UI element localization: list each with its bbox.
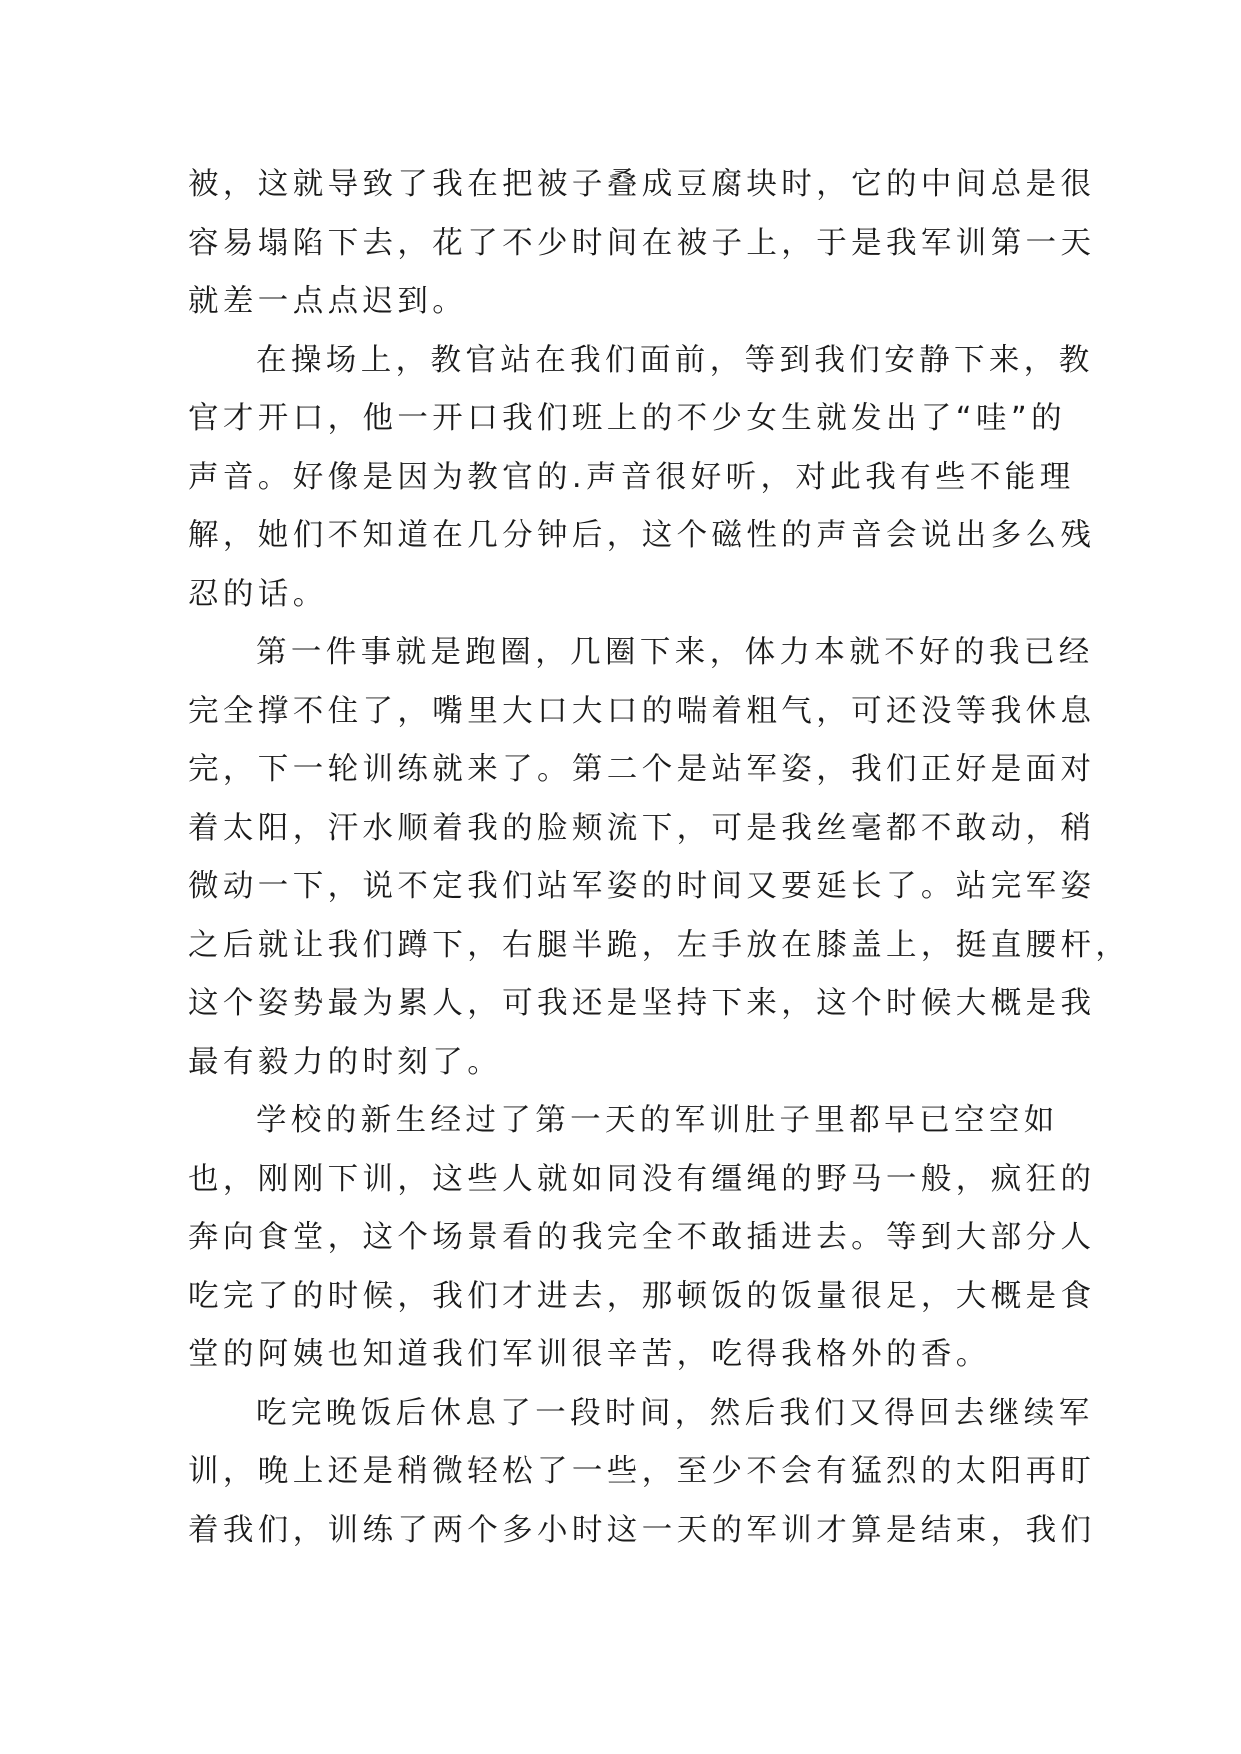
text-line: 容易塌陷下去，花了不少时间在被子上，于是我军训第一天 xyxy=(188,225,1096,261)
paragraph-first-line: 在操场上，教官站在我们面前，等到我们安静下来，教 xyxy=(256,342,1094,378)
text-line: 吃完了的时候，我们才进去，那顿饭的饭量很足，大概是食 xyxy=(188,1278,1096,1314)
text-line: 训，晚上还是稍微轻松了一些，至少不会有猛烈的太阳再盯 xyxy=(188,1454,1096,1489)
text-line: 这个姿势最为累人，可我还是坚持下来，这个时候大概是我 xyxy=(188,986,1096,1021)
text-line: 完，下一轮训练就来了。第二个是站军姿，我们正好是面对 xyxy=(188,752,1096,787)
text-line: 解，她们不知道在几分钟后，这个磁性的声音会说出多么残 xyxy=(188,518,1096,553)
body-text xyxy=(188,156,1131,1560)
text-line: 之后就让我们蹲下，右腿半跪，左手放在膝盖上，挺直腰杆， xyxy=(188,927,1131,963)
text-line: 被，这就导致了我在把被子叠成豆腐块时，它的中间总是很 xyxy=(188,167,1096,202)
text-line: 微动一下，说不定我们站军姿的时间又要延长了。站完军姿 xyxy=(188,869,1096,904)
paragraph-first-line: 吃完晚饭后休息了一段时间，然后我们又得回去继续军 xyxy=(256,1395,1094,1431)
text-line: 最有毅力的时刻了。 xyxy=(188,1044,503,1080)
text-line: 官才开口，他一开口我们班上的不少女生就发出了“哇”的 xyxy=(188,401,1067,436)
text-line: 就差一点点迟到。 xyxy=(188,284,468,319)
paragraph-first-line: 学校的新生经过了第一天的军训肚子里都早已空空如 xyxy=(256,1103,1059,1138)
text-line: 声音。好像是因为教官的.声音很好听，对此我有些不能理 xyxy=(188,459,1075,495)
paragraph-first-line: 第一件事就是跑圈，几圈下来，体力本就不好的我已经 xyxy=(256,635,1094,670)
text-line: 着太阳，汗水顺着我的脸颊流下，可是我丝毫都不敢动，稍 xyxy=(188,810,1096,846)
text-line: 完全撑不住了，嘴里大口大口的喘着粗气，可还没等我休息 xyxy=(188,693,1096,729)
text-line: 着我们，训练了两个多小时这一天的军训才算是结束，我们 xyxy=(188,1512,1096,1548)
text-line: 也，刚刚下训，这些人就如同没有缰绳的野马一般，疯狂的 xyxy=(188,1161,1096,1197)
text-line: 忍的话。 xyxy=(188,576,328,612)
text-line: 堂的阿姨也知道我们军训很辛苦，吃得我格外的香。 xyxy=(188,1337,991,1372)
text-line: 奔向食堂，这个场景看的我完全不敢插进去。等到大部分人 xyxy=(188,1220,1096,1255)
